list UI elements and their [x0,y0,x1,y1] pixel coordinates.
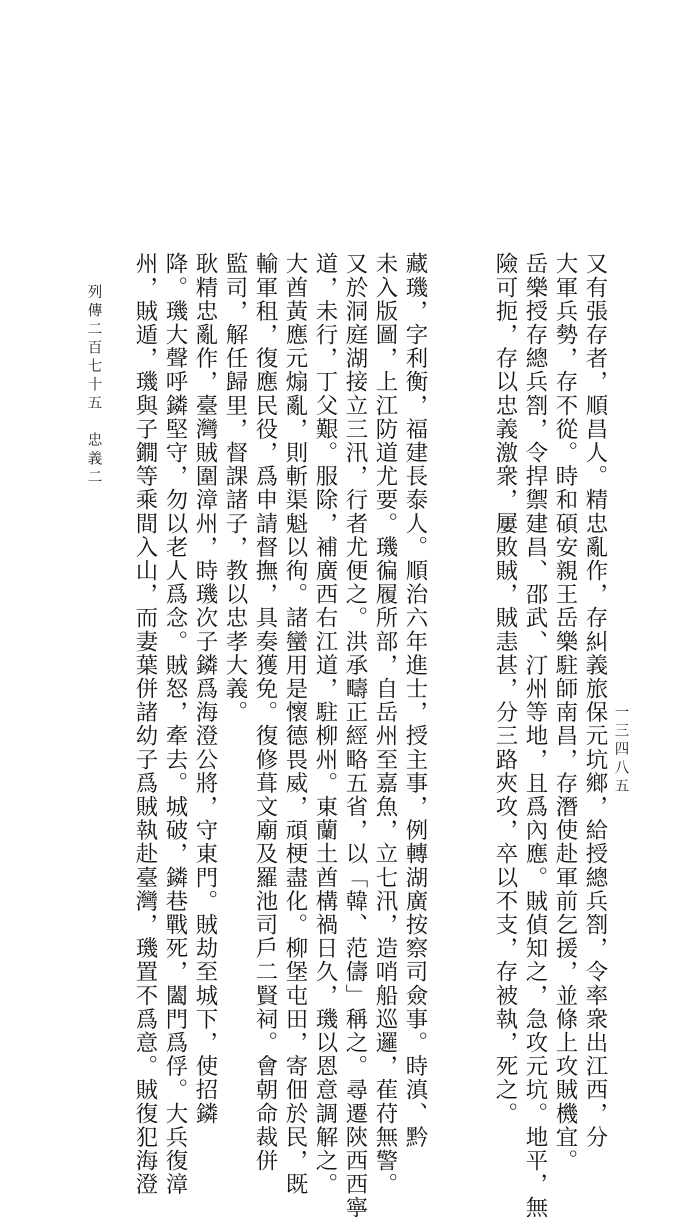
text-column-10: 輸軍租，復應民役，爲申請督撫，具奏獲免。復修葺文廟及羅池司戶二賢祠。會朝命裁併 [252,252,278,1173]
page-number: 一三四八五 [612,704,629,797]
text-column-2: 大軍兵勢，存不從。時和碩安親王岳樂駐師南昌，存潛使赴軍前乞援，並條上攻賊機宜。 [552,252,578,1173]
running-header: 列傳二百七十五 忠義二 [85,284,102,488]
text-column-5: 藏璣，字利衡，福建長泰人。順治六年進士，授主事，例轉湖廣按察司僉事。時滇、黔 [402,252,428,1149]
text-column-9: 大酋黃應元煽亂，則斬渠魁以徇。諸蠻用是懷德畏威，頑梗盡化。柳堡屯田，寄佃於民，既 [282,252,308,1196]
text-column-12: 耿精忠亂作，臺灣賊圍漳州，時璣次子鏻爲海澄公將，守東門。賊劫至城下，使招鏻 [192,252,218,1126]
text-column-14: 州，賊遁，璣與子鐗等乘間入山，而妻葉併諸幼子爲賊執赴臺灣，璣置不爲意。賊復犯海澄 [132,252,158,1196]
text-column-4: 險可扼，存以忠義激衆，屢敗賊，賊恚甚，分三路夾攻，卒以不支，存被執，死之。 [492,252,518,1126]
text-column-3: 岳樂授存總兵劄，令捍禦建昌、邵武、汀州等地，且爲內應。賊偵知之，急攻元坑。地平，無 [522,252,548,1220]
text-column-8: 道，未行，丁父艱。服除，補廣西右江道，駐柳州。東蘭土酋構禍日久，璣以恩意調解之。 [312,252,338,1196]
text-column-13: 降。璣大聲呼鏻堅守，勿以老人爲念。賊怒，牽去。城破，鏻巷戰死，闔門爲俘。大兵復漳 [162,252,188,1196]
text-column-1: 又有張存者，順昌人。精忠亂作，存糾義旅保元坑鄉，給授總兵劄，令率衆出江西，分 [582,252,608,1149]
text-column-7: 又於洞庭湖接立三汛，行者尤便之。洪承疇正經略五省，以「韓、范儔」稱之。尋遷陝西西寧 [342,252,368,1220]
text-column-11: 監司，解任歸里，督課諸子，教以忠孝大義。 [222,252,248,724]
text-column-6: 未入版圖，上江防道尤要。璣徧履所部，自岳州至嘉魚，立七汛，造哨船巡邏，萑苻無警。 [372,252,398,1196]
